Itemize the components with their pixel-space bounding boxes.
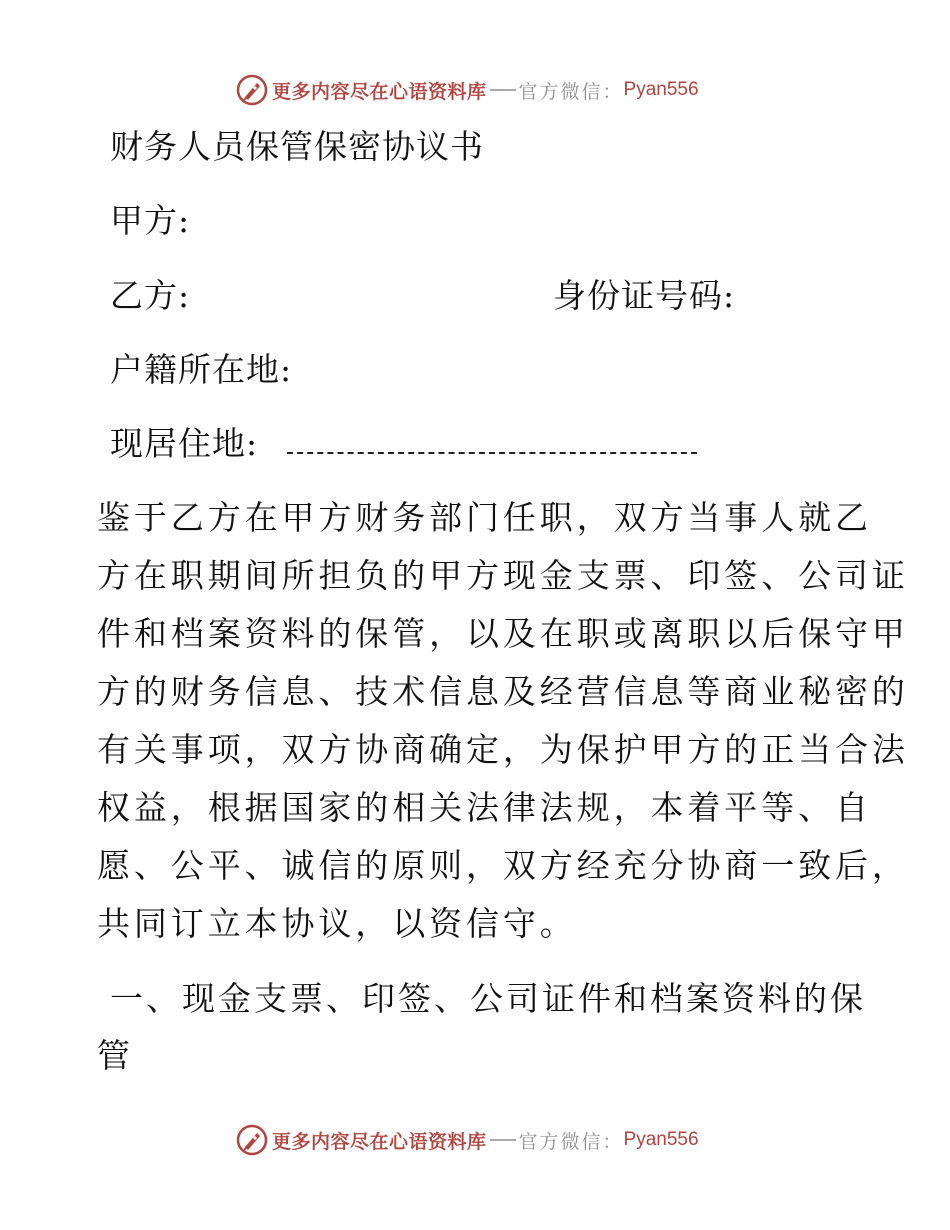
- watermark-official-text: 官方微信：: [518, 1130, 624, 1153]
- party-a-label: 甲方:: [110, 201, 191, 240]
- pen-logo-icon: [236, 1124, 268, 1156]
- residence-label: 现居住地:: [110, 424, 259, 463]
- preamble-line: 件和档案资料的保管，以及在职或离职以后保守甲: [97, 614, 909, 653]
- preamble-line: 方在职期间所担负的甲方现金支票、印签、公司证: [97, 556, 909, 595]
- residence-blank-line: [287, 452, 697, 454]
- section-1-heading: 一、现金支票、印签、公司证件和档案资料的保: [110, 979, 866, 1018]
- pen-logo-icon: [236, 74, 268, 106]
- preamble-line: 有关事项，双方协商确定，为保护甲方的正当合法: [97, 730, 909, 769]
- preamble-line: 方的财务信息、技术信息及经营信息等商业秘密的: [97, 672, 909, 711]
- preamble-line: 鉴于乙方在甲方财务部门任职，双方当事人就乙: [97, 498, 872, 537]
- watermark-footer: [236, 1122, 699, 1158]
- watermark-official-text: 官方微信：: [518, 80, 624, 103]
- watermark-wechat-id: Pyan556: [623, 1129, 699, 1150]
- id-number-label: 身份证号码:: [553, 276, 736, 315]
- watermark-dash: [490, 1139, 516, 1141]
- watermark-site-text: 更多内容尽在心语资料库: [272, 80, 487, 103]
- section-1-heading-continued: 管: [97, 1036, 130, 1075]
- domicile-label: 户籍所在地:: [110, 350, 293, 389]
- preamble-line: 愿、公平、诚信的原则，双方经充分协商一致后，: [97, 846, 909, 885]
- watermark-site-text: 更多内容尽在心语资料库: [272, 1130, 487, 1153]
- watermark-wechat-id: Pyan556: [623, 79, 699, 100]
- party-b-label: 乙方:: [110, 276, 191, 315]
- document-title: 财务人员保管保密协议书: [110, 127, 484, 166]
- watermark-dash: [490, 89, 516, 91]
- watermark-header: [236, 72, 699, 108]
- preamble-line: 权益，根据国家的相关法律法规，本着平等、自: [97, 788, 872, 827]
- preamble-line: 共同订立本协议，以资信守。: [97, 904, 577, 943]
